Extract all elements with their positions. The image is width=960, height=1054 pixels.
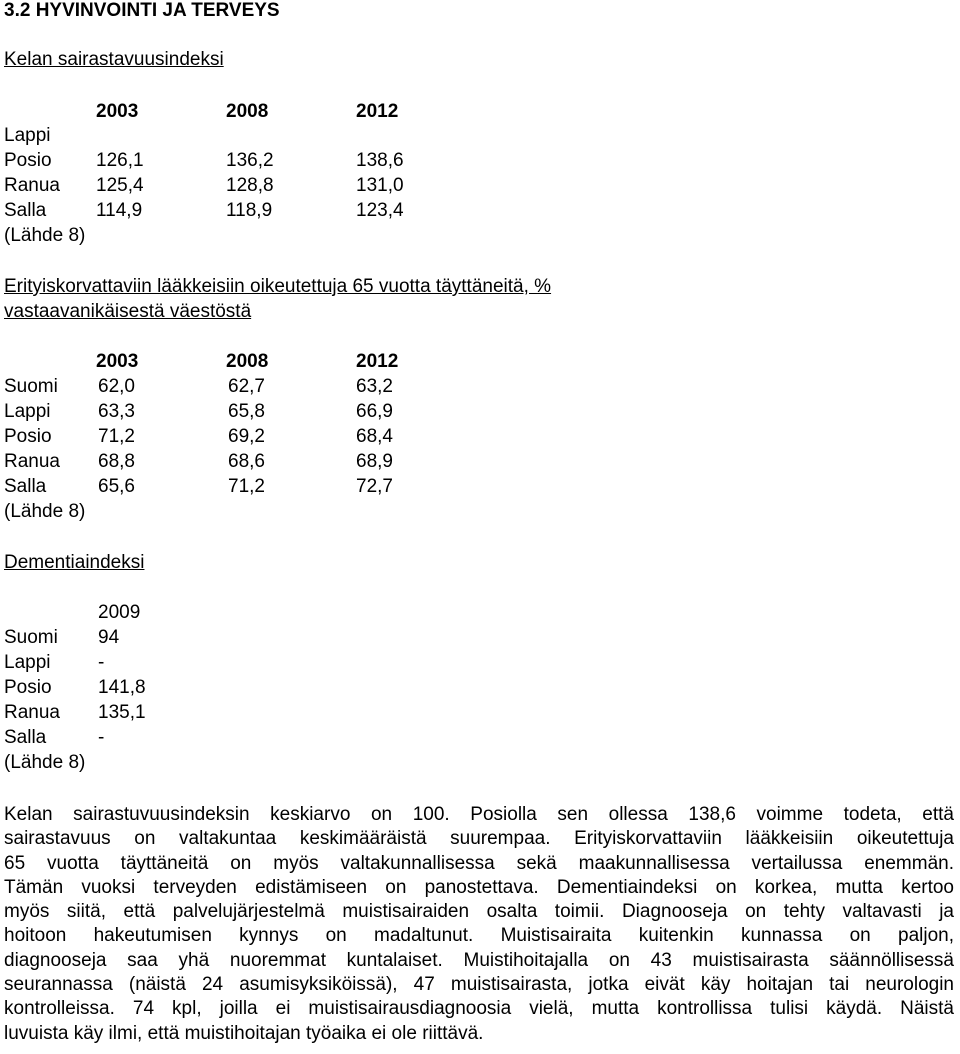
table3-cell: - [98, 652, 105, 673]
table2-cell: 68,9 [356, 451, 393, 472]
table1-cell: 123,4 [356, 200, 404, 221]
table2-cell: 66,9 [356, 401, 393, 422]
table1-year: 2008 [226, 101, 269, 122]
table3-row-name: Salla [4, 727, 47, 748]
table3-cell: 94 [98, 627, 120, 648]
table3-row-name: Posio [4, 677, 52, 698]
table1-group-label: Lappi [4, 125, 51, 146]
table1-cell: 128,8 [226, 175, 274, 196]
table2-cell: 69,2 [228, 426, 265, 447]
table3-row-name: Suomi [4, 627, 58, 648]
paragraph-line: seurannassa (näistä 24 asumisyksiköissä), 47 muistisairasta, jotka eivät käy hoitajan tai neurologin [4, 974, 954, 996]
table2-cell: 71,2 [98, 426, 135, 447]
table2-source: (Lähde 8) [4, 501, 86, 522]
table3-row-name: Lappi [4, 652, 51, 673]
table3-cell: 141,8 [98, 677, 146, 698]
table2-cell: 68,8 [98, 451, 135, 472]
table1-heading: Kelan sairastavuusindeksi [4, 49, 224, 70]
paragraph-line: Tämän vuoksi terveyden edistämiseen on panostettava. Dementiaindeksi on korkea, mutta kertoo [4, 876, 954, 898]
table2-heading: Erityiskorvattaviin lääkkeisiin oikeutettuja 65 vuotta täyttäneitä, % [4, 276, 552, 297]
table2-heading-line2: vastaavanikäisestä väestöstä [4, 301, 252, 322]
table2-row-name: Suomi [4, 376, 58, 397]
table2-cell: 65,6 [98, 476, 135, 497]
table2-cell: 72,7 [356, 476, 393, 497]
table2-row-name: Ranua [4, 451, 60, 472]
table1-row-name: Posio [4, 150, 52, 171]
table1-year: 2003 [96, 101, 139, 122]
table2-cell: 63,2 [356, 376, 393, 397]
paragraph-line: Kelan sairastuvuusindeksin keskiarvo on 100. Posiolla sen ollessa 138,6 voimme todeta, että [4, 804, 954, 825]
table3-cell: - [98, 727, 105, 748]
table2-row-name: Salla [4, 476, 47, 497]
table1-cell: 136,2 [226, 150, 274, 171]
table3-source: (Lähde 8) [4, 752, 86, 773]
section-title: 3.2 HYVINVOINTI JA TERVEYS [4, 0, 280, 21]
table2-cell: 62,0 [98, 376, 135, 397]
paragraph-line: sairastavuus on valtakuntaa keskimääräistä suurempaa. Erityiskorvattaviin lääkkeisiin oikeutettuja [4, 828, 954, 850]
table1-cell: 131,0 [356, 175, 404, 196]
table2-cell: 71,2 [228, 476, 265, 497]
table3-cell: 135,1 [98, 702, 146, 723]
table2-year: 2008 [226, 351, 269, 372]
table2-row-name: Posio [4, 426, 52, 447]
paragraph-line: diagnooseja saa yhä nuoremmat kuntalaiset. Muistihoitajalla on 43 muistisairasta säännöllisessä [4, 949, 954, 971]
table3-year: 2009 [98, 602, 141, 623]
paragraph-line: kontrolleissa. 74 kpl, joilla ei muistisairausdiagnoosia vielä, mutta kontrollissa tulisi käydä. Näistä [4, 998, 954, 1020]
summary-paragraph [4, 803, 954, 1046]
table1-cell: 126,1 [96, 150, 144, 171]
table1-row-name: Ranua [4, 175, 60, 196]
table3-heading: Dementiaindeksi [4, 552, 145, 573]
paragraph-line: myös siitä, että palvelujärjestelmä muistisairaiden osalta toimii. Diagnooseja on tehty valtavasti ja [4, 901, 954, 923]
table2-cell: 68,4 [356, 426, 393, 447]
table3-row-name: Ranua [4, 702, 60, 723]
table2-year: 2003 [96, 351, 139, 372]
table2-cell: 68,6 [228, 451, 265, 472]
table1-year: 2012 [356, 101, 399, 122]
table1-cell: 118,9 [226, 200, 273, 221]
table2-cell: 63,3 [98, 401, 135, 422]
table1-cell: 114,9 [96, 200, 143, 221]
table2-cell: 62,7 [228, 376, 265, 397]
paragraph-line: hoitoon hakeutumisen kynnys on madaltunut. Muistisairaita kuitenkin kunnassa on paljon, [4, 925, 954, 947]
table2-row-name: Lappi [4, 401, 51, 422]
paragraph-line: luvuista käy ilmi, että muistihoitajan työaika ei ole riittävä. [4, 1022, 484, 1044]
table1-source: (Lähde 8) [4, 225, 86, 246]
table1-cell: 125,4 [96, 175, 144, 196]
table2-year: 2012 [356, 351, 399, 372]
table1-cell: 138,6 [356, 150, 404, 171]
table2-cell: 65,8 [228, 401, 265, 422]
paragraph-line: 65 vuotta täyttäneitä on myös valtakunnallisessa sekä maakunnallisessa vertailussa enemmän. [4, 852, 954, 874]
table1-row-name: Salla [4, 200, 47, 221]
